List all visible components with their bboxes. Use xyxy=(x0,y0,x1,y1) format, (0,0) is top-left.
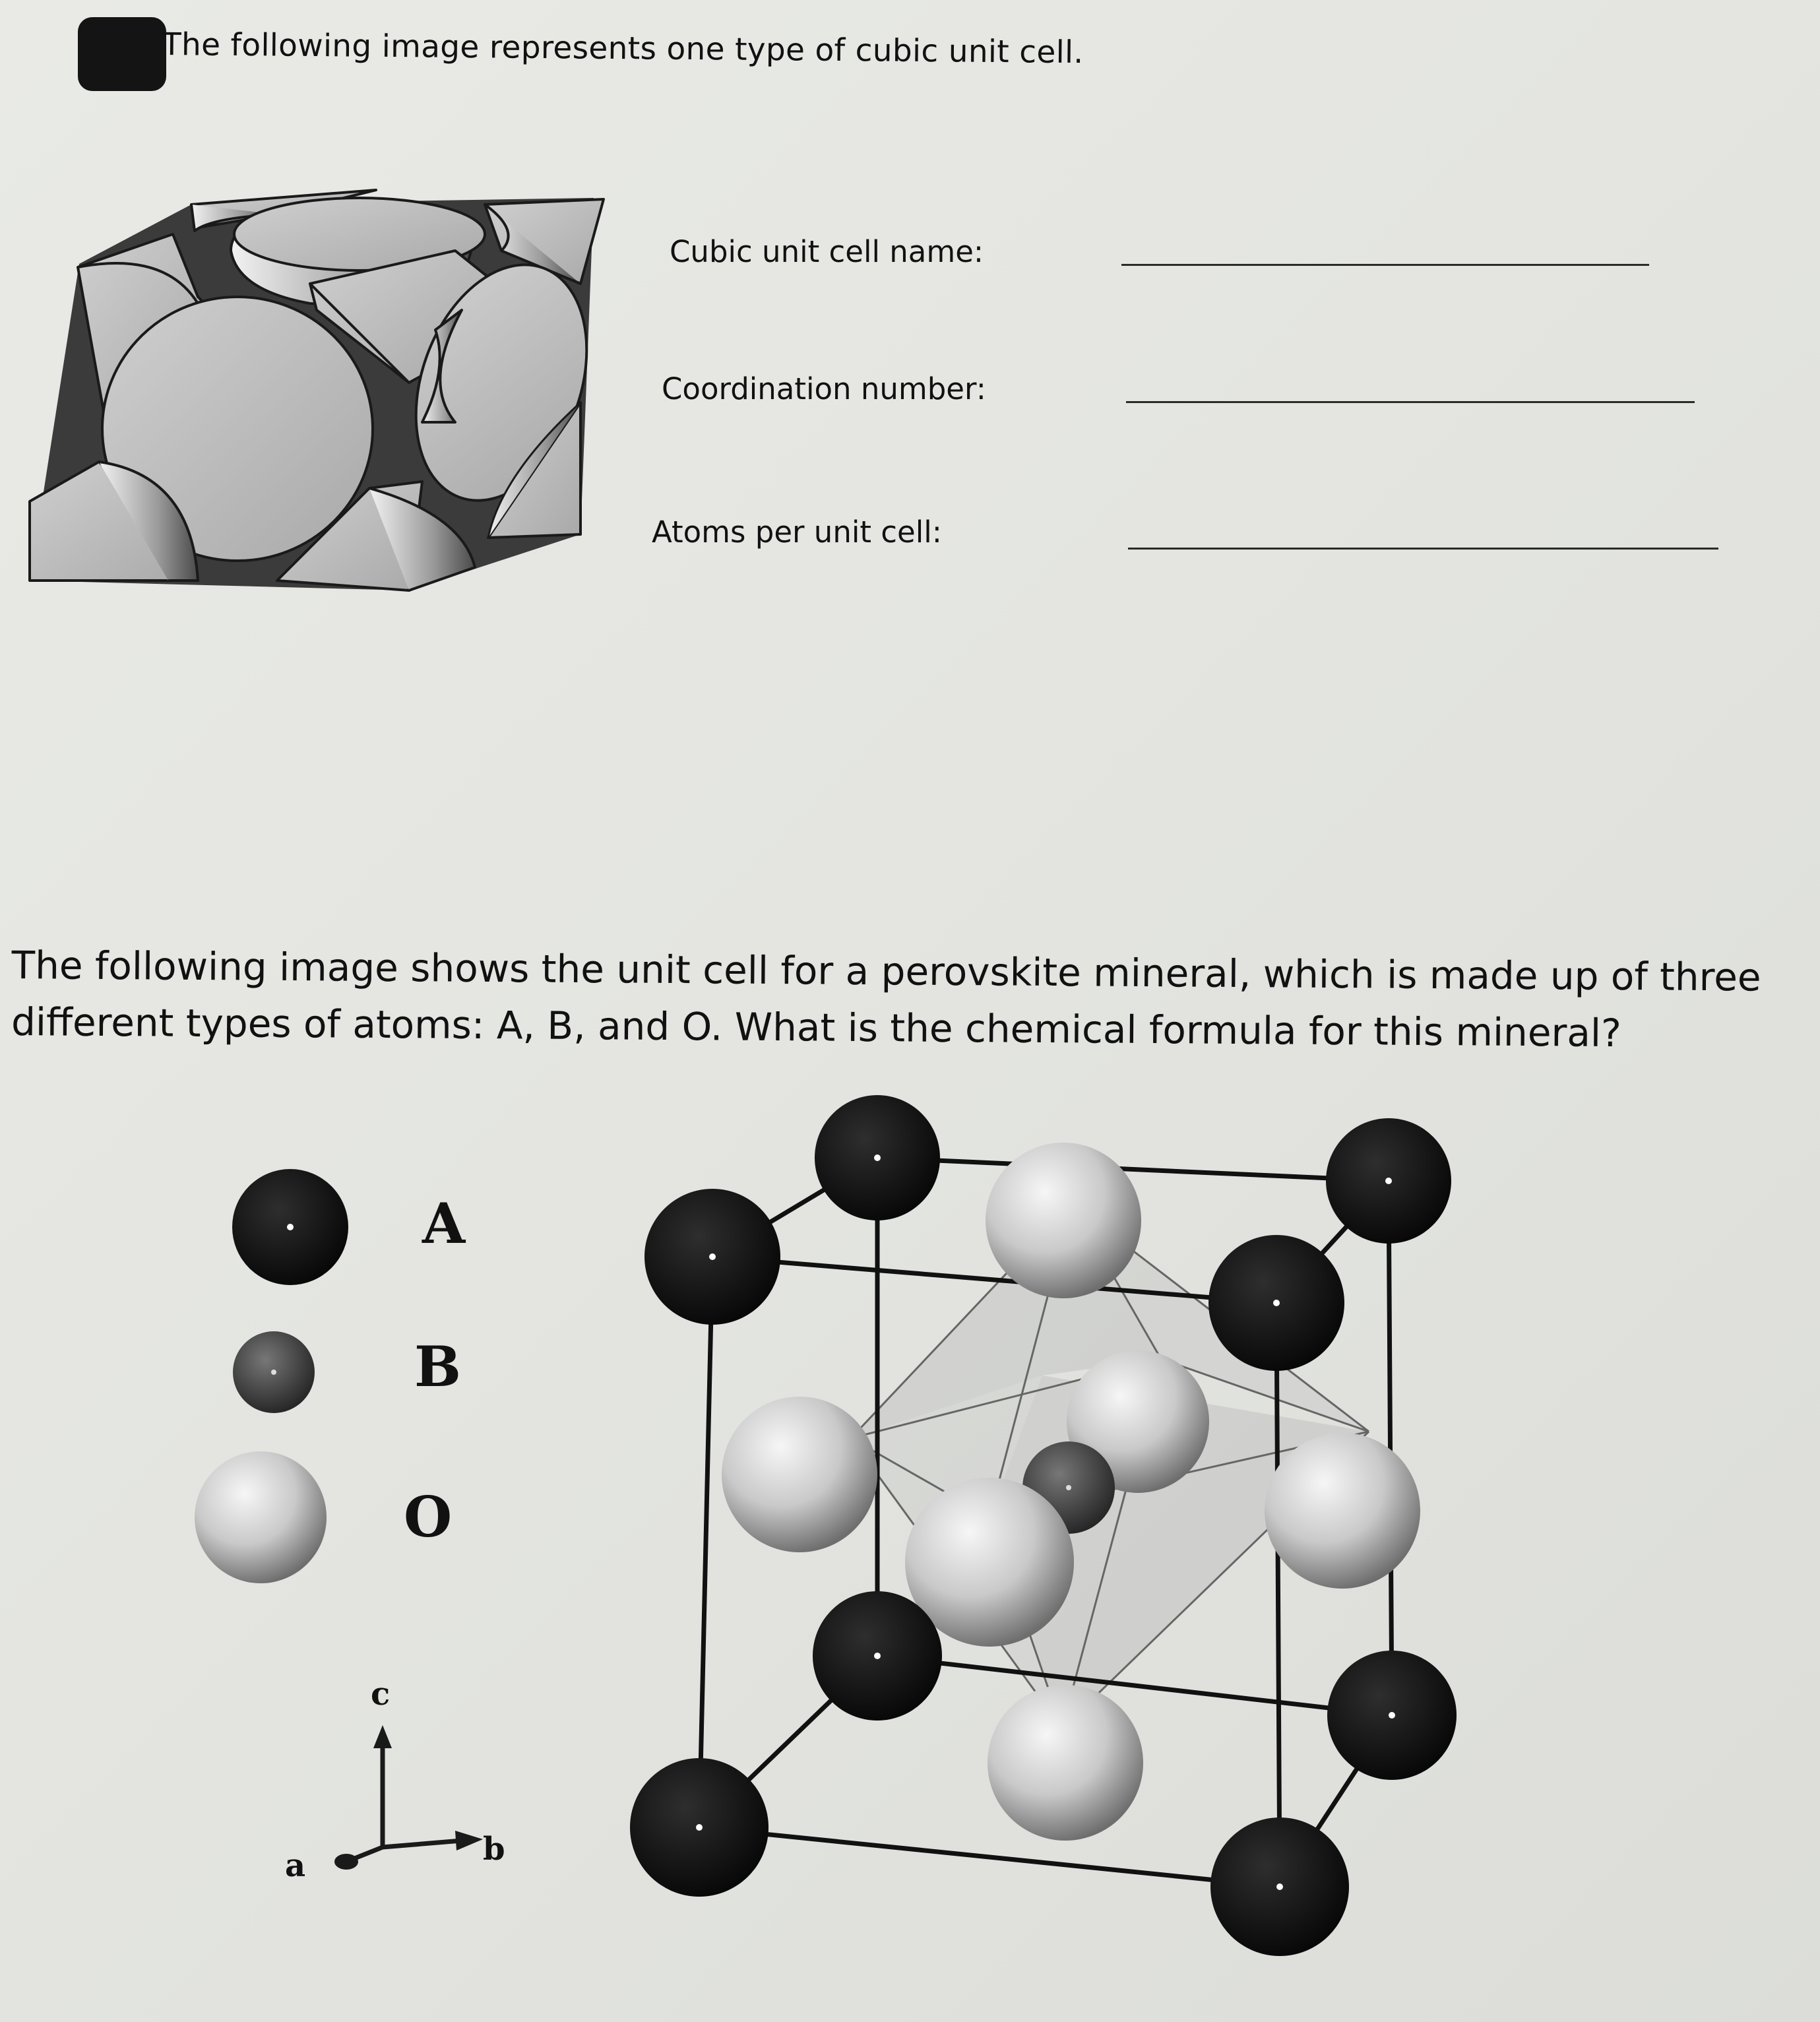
legend-label-a: A xyxy=(422,1191,466,1256)
question-atoms-label: Atoms per unit cell: xyxy=(652,515,942,550)
legend-label-b: B xyxy=(414,1334,461,1399)
oxygen-atom-right-face xyxy=(1265,1433,1420,1589)
perovskite-unit-cell xyxy=(630,1095,1457,1956)
axis-indicator xyxy=(334,1725,483,1870)
perovskite-question-text: The following image shows the unit cell for a perovskite mineral, which is made up of three different types of atoms: A, B, and O. What is the chemical formula for this mineral? xyxy=(11,942,1761,1056)
intro-text: The following image represents one type of cubic unit cell. xyxy=(162,26,1084,71)
axis-label-a: a xyxy=(285,1847,306,1884)
question-cell-name-label: Cubic unit cell name: xyxy=(670,234,984,269)
legend-sphere-o xyxy=(195,1451,327,1583)
fcc-unit-cell-figure xyxy=(30,190,617,590)
oxygen-atom-bottom-face xyxy=(988,1685,1143,1841)
oxygen-atom-top-face xyxy=(986,1143,1141,1298)
oxygen-atom-left-face xyxy=(722,1397,877,1552)
axis-label-c: c xyxy=(371,1676,391,1713)
legend-label-o: O xyxy=(404,1484,453,1550)
question-coordination-label: Coordination number: xyxy=(662,371,986,406)
axis-label-b: b xyxy=(483,1831,505,1868)
legend-spheres xyxy=(195,1169,348,1583)
